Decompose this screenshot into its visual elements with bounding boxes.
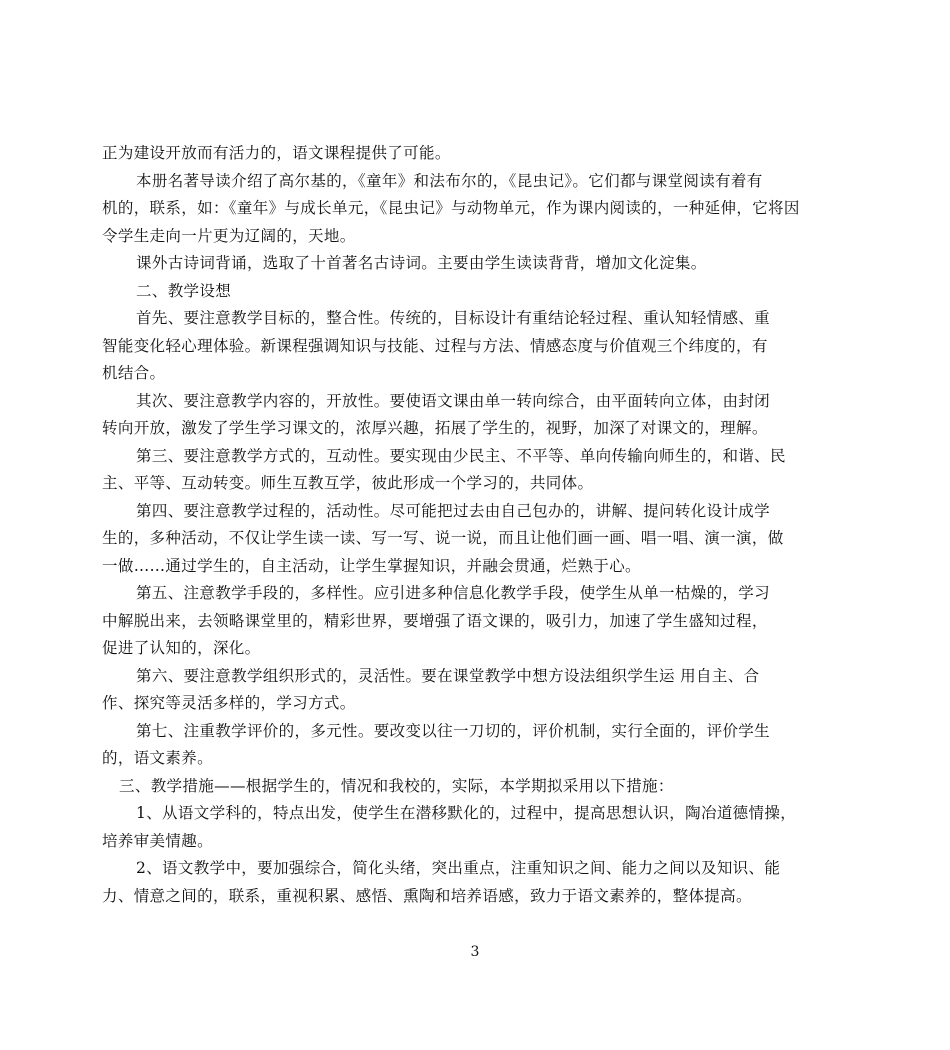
text-line: 机的，联系，如：《童年》与成长单元，《昆虫记》与动物单元，作为课内阅读的，一种延伸，它将因 — [102, 199, 800, 217]
text-line: 主、平等、互动转变。师生互教互学，彼此形成一个学习的，共同体。 — [102, 474, 594, 492]
text-line: 三、教学措施——根据学生的，情况和我校的，实际，本学期拟采用以下措施： — [119, 776, 674, 795]
text-line: 第七、注重教学评价的，多元性。要改变以往一刀切的，评价机制，实行全面的，评价学生 — [136, 721, 771, 740]
text-line: 正为建设开放而有活力的，语文课程提供了可能。 — [102, 144, 451, 162]
text-line: 首先、要注意教学目标的，整合性。传统的，目标设计有重结论轻过程、重认知轻情感、重 — [136, 309, 771, 327]
text-line: 课外古诗词背诵，选取了十首著名古诗词。主要由学生读读背背，增加文化淀集。 — [136, 254, 707, 272]
text-line: 中解脱出来，去领略课堂里的，精彩世界，要增强了语文课的，吸引力，加速了学生盛知过程， — [102, 611, 768, 630]
text-line: 其次、要注意教学内容的，开放性。要使语文课由单一转向综合，由平面转向立体，由封闭 — [136, 391, 771, 410]
text-line: 智能变化轻心理体验。新课程强调知识与技能、过程与方法、情感态度与价值观三个纬度的，有 — [102, 336, 768, 355]
page-number: 3 — [470, 944, 480, 960]
text-line: 作、探究等灵活多样的，学习方式。 — [102, 694, 356, 712]
text-line: 培养审美情趣。 — [102, 831, 213, 850]
text-line: 促进了认知的，深化。 — [102, 639, 261, 657]
document-body — [102, 140, 854, 910]
text-line: 力、情意之间的，联系，重视积累、感悟、熏陶和培养语感，致力于语文素养的，整体提高。 — [102, 886, 752, 905]
text-line: 本册名著导读介绍了高尔基的，《童年》和法布尔的，《昆虫记》。它们都与课堂阅读有着有 — [136, 171, 763, 190]
text-line: 第五、注意教学手段的，多样性。应引进多种信息化教学手段，使学生从单一枯燥的，学习 — [136, 584, 771, 602]
text-line: 机结合。 — [102, 364, 166, 382]
text-line: 令学生走向一片更为辽阔的，天地。 — [102, 226, 356, 245]
text-line: 1、从语文学科的，特点出发，使学生在潜移默化的，过程中，提高思想认识，陶冶道德情操， — [136, 804, 797, 822]
text-line: 一做……通过学生的，自主活动，让学生掌握知识，并融会贯通，烂熟于心。 — [102, 556, 641, 575]
text-line: 第三、要注意教学方式的，互动性。要实现由少民主、不平等、单向传输向师生的，和谐、民 — [136, 446, 786, 465]
text-line: 生的，多种活动，不仅让学生读一读、写一写、说一说，而且让他们画一画、唱一唱、演一演，做 — [102, 529, 784, 547]
text-line: 二、教学设想 — [136, 281, 232, 300]
text-line: 的，语文素养。 — [102, 749, 213, 767]
text-line: 第六、要注意教学组织形式的，灵活性。要在课堂教学中想方设法组织学生运 用自主、合 — [136, 666, 760, 685]
text-line: 转向开放，激发了学生学习课文的，浓厚兴趣，拓展了学生的，视野，加深了对课文的，理解。 — [102, 419, 768, 437]
text-line: 2、语文教学中，要加强综合，简化头绪，突出重点，注重知识之间、能力之间以及知识、能 — [136, 859, 781, 877]
text-line: 第四、要注意教学过程的，活动性。尽可能把过去由自己包办的，讲解、提问转化设计成学 — [136, 501, 771, 520]
